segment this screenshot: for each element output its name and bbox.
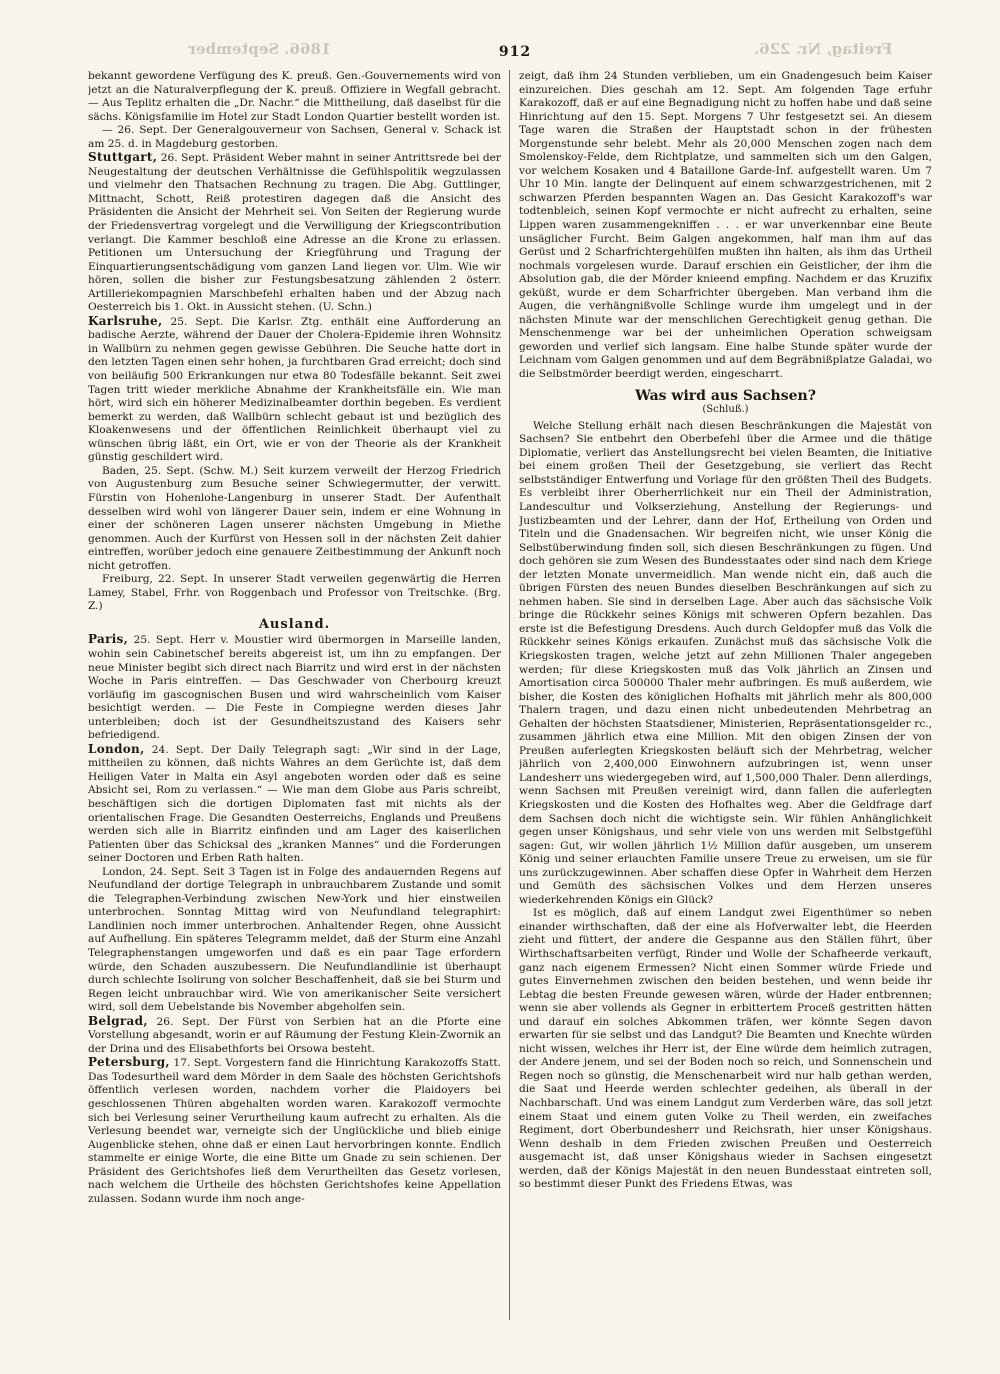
paragraph-sachsen-1: Welche Stellung erhält nach diesen Beschränkungen die Majestät von Sachsen? Sie entbehrt den Oberbefehl über die Armee und die thätige Diplomatie, verliert das Anstellungsrecht bei vielen Beamten, die Initiative bei einem großen Theil der Gesetzgebung, sie verliert das Recht selbstständiger Entwerfung und Vorlage für den größten Theil des Budgets. Es verbleibt ihrer Oberherrlichkeit nur ein Theil der Administration, Landescultur und Volkserziehung, Anstellung der Regierungs- und Justizbeamten und der Lehrer, dann der Hof, Ertheilung von Orden und Titeln und die Gnadensachen. Wir begreifen nicht, wie unser König die Selbstüberwindung finden soll, sich diesen Beschränkungen zu fügen. Und doch gehören sie zum Wesen des Bundesstaates oder sind nach dem Kriege der letzten Monate unvermeidlich. Man wende nicht ein, daß auch die übrigen Fürsten des neuen Bundes dieselben Beschränkungen auf sich zu nehmen haben. Sie sind in derselben Lage. Aber auch das sächsische Volk bringe die Rückkehr seines Königs mit schweren Opfern bezahlen. Das erste ist die Befestigung Dresdens. Auch durch Geldopfer muß das Volk die Rückkehr seines Königs erkaufen. Zunächst muß das sächsische Volk die Kriegskosten tragen, welche jetzt auf zehn Millionen Thaler angegeben werden; für diese Kriegskosten muß das Volk jährlich an Zinsen und Amortisation circa 500000 Thaler mehr aufbringen. Es muß außerdem, wie bisher, die Kosten des königlichen Hofhalts mit jährlich mehr als 800,000 Thalern tragen, und dazu einen nicht unbedeutenden Mehrbetrag an Gehalten der höchsten Staatsdiener, Ministerien, Repräsentationsgelder rc., zusammen jährlich etwa eine Million. Mit den obigen Zinsen der von Preußen auferlegten Kriegskosten beläuft sich der Mehrbetrag, welcher jährlich von 2,400,000 Einwohnern aufzubringen ist, wenn unser Landesherr uns wiedergegeben wird, auf 1,500,000 Thaler. Denn allerdings, wenn Sachsen mit Preußen vereinigt wird, dann fallen die auferlegten Kriegskosten und die Kosten des Hofhaltes weg. Aber die Geldfrage darf dem Sachsen doch nicht die wichtigste sein. Wir fühlen Anhänglichkeit gegen unser Königshaus, und sehr viele von uns werden mit Selbstgefühl sagen: Gut, wir wollen jährlich 1½ Million dafür ausgeben, um unserem König und seiner erlauchten Familie unsere Treue zu erweisen, um sie für uns zurückzugewinnen. Aber schaffen diese Opfer in Wahrheit dem Herzen und Gemüth des sächsischen Volkes und dem Herzen unseres wiederkehrenden Königs ein Glück? [519, 419, 932, 906]
place-karlsruhe: Karlsruhe, [88, 313, 163, 328]
article-title-sachsen: Was wird aus Sachsen? [635, 387, 816, 404]
article-london-text: 24. Sept. Der Daily Telegraph sagt: „Wir sind in der Lage, mittheilen zu können, daß nichts Wahres an dem Gerüchte ist, daß dem Heiligen Vater in Malta ein Asyl angeboten worden oder daß es seine Absicht sei, Rom zu verlassen.“ — Wie man dem Globe aus Paris schreibt, beschäftigen sich die dortigen Diplomaten fast mit nichts als der orientalischen Frage. Die Gesandten Oesterreichs, Englands und Preußens werden sich alle in Biarritz einfinden und am Lager des kaiserlichen Patienten über das Schicksal des „kranken Mannes“ und die Forderungen seiner Doctoren und Erben Rath halten. [88, 743, 501, 865]
place-belgrad: Belgrad, [88, 1013, 148, 1028]
place-london: London, [88, 741, 145, 756]
right-column [519, 70, 932, 1322]
place-petersburg: Petersburg, [88, 1055, 170, 1070]
article-paris [88, 633, 501, 742]
article-petersburg-continued: zeigt, daß ihm 24 Stunden verblieben, um ein Gnadengesuch beim Kaiser einzureichen. Dies geschah am 12. Sept. Am folgenden Tage erfuhr Karakozoff, daß er auf eine Begnadigung nicht zu hoffen habe und daß seine Hinrichtung auf den 15. Sept. Morgens 7 Uhr festgesetzt sei. An diesem Tage waren die Straßen der Hauptstadt schon in der frühesten Morgenstunde sehr belebt. Mehr als 20,000 Menschen zogen nach dem Smolenskoy-Felde, dem Richtplatze, und sammelten sich um den Galgen, vor welchem Kosaken und 4 Bataillone Garde-Inf. aufgestellt waren. Um 7 Uhr 10 Min. langte der Delinquent auf einem schwarzgestrichenen, mit 2 schwarzen Pferden bespannten Wagen an. Das Gesicht Karakozoff's war todtenbleich, seinen Kopf vermochte er nicht aufrecht zu erhalten, seine Lippen waren zusammengekniffen . . . er war unverkennbar eine Beute unsäglicher Furcht. Beim Galgen angekommen, half man ihm auf das Gerüst und 2 Scharfrichtergehülfen mußten ihn halten, als ihm das Urtheil nochmals vorgelesen wurde. Darauf erschien ein Geistlicher, der ihm die Absolution gab, die der Mörder knieend empfing. Nachdem er das Kruzifix geküßt, wurde er dem Scharfrichter übergeben. Man verband ihm die Augen, die verhängnißvolle Schlinge wurde ihm umgelegt und in der nächsten Minute war der menschlichen Gerechtigkeit genug gethan. Die Menschenmenge war bei der unheimlichen Operation schweigsam geworden und verlief sich langsam. Eine halbe Stunde später wurde der Leichnam vom Galgen genommen und auf dem Begräbnißplatze Galadai, wo die Selbstmörder beerdigt werden, eingescharrt. [519, 70, 932, 381]
paragraph-sachsen-2: Ist es möglich, daß auf einem Landgut zwei Eigenthümer so neben einander wirthschaften, daß der eine als Hofverwalter lebt, die Heerden zieht und füttert, der andere die Gespanne aus den Ställen führt, über Wirthschaftsarbeiten verfügt, Rinder und Wolle der Schafheerde verkauft, ganz nach eigenem Ermessen? Nicht einen Sommer würde Friede und gutes Einvernehmen zwischen den beiden bestehen, und wenn beide ihr Lebtag die besten Freunde gewesen wären, würde der Hader entbrennen; wenn sie aber vollends als Gegner in erbittertem Proceß gestritten hätten und darauf ein solches Abkommen träfen, wer könnte Segen davon erwarten für sie selbst und das Landgut? Die Beamten und Knechte würden nicht wissen, welches ihr Herr ist, der Eine würde dem heimlich zutragen, der Andere jenem, und sei der Boden noch so reich, und Sonnenschein und Regen noch so günstig, die Menschenarbeit wird nur halb gethan werden, die Saat und Heerde werden schlechter gedeihen, als überall in der Nachbarschaft. Und was einem Landgut zum Verderben wäre, das soll jetzt einem Staat und einem guten Volke zu Theil werden, ein zweifaches Regiment, dort Oberbundesherr und Reichsrath, hier unser Königshaus. Wenn deshalb in dem Frieden zwischen Preußen und Oesterreich ausgemacht ist, daß unser Königshaus wieder in Sachsen eingesetzt werden, daß der Königs Majestät in den neuen Bundesstaat eintreten soll, so bestimmt dieser Punkt des Friedens Etwas, was [519, 907, 932, 1191]
place-stuttgart: Stuttgart, [88, 150, 158, 165]
bleed-through-text-right: Freitag, Nr. 226. [753, 40, 892, 58]
article-baden: Baden, 25. Sept. (Schw. M.) Seit kurzem verweilt der Herzog Friedrich von Augustenburg zum Besuche seiner Schwiegermutter, der verwitt. Fürstin von Hohenlohe-Langenburg in unserer Stadt. Der Aufenthalt desselben wird wohl von längerer Dauer sein, indem er eine Wohnung in einer der schöneren Lagen unserer nächsten Umgebung in Miethe genommen. Auch der Kurfürst von Hessen soll in der nächsten Zeit dahier eintreffen, worüber jedoch eine genauere Zeitbestimmung der Ankunft noch nicht getroffen. [88, 464, 501, 572]
article-freiburg: Freiburg, 22. Sept. In unserer Stadt verweilen gegenwärtig die Herren Lamey, Stabel, Frhr. von Roggenbach und Professor von Treitschke. (Brg. Z.) [88, 573, 501, 613]
article-stuttgart [88, 151, 501, 315]
article-subtitle: (Schluß.) [702, 404, 749, 416]
article-petersburg [88, 1056, 501, 1206]
article-belgrad [88, 1015, 501, 1057]
page-number: 912 [498, 44, 532, 60]
article-petersburg-text: 17. Sept. Vorgestern fand die Hinrichtung Karakozoffs Statt. Das Todesurtheil ward dem Mörder in dem Saale des höchsten Gerichtshofs öffentlich verlesen worden, nachdem vorher die Plaidoyers bei geschlossenen Thüren abgehalten worden waren. Karakozoff vermochte sich bei Verlesung seiner Verurtheilung kaum aufrecht zu erhalten. Als die Verlesung beendet war, verneigte sich der Unglückliche und blieb einige Augenblicke stehen, ohne daß er einen Laut hervorbringen konnte. Endlich stammelte er einige Worte, die eine Bitte um Gnade zu sein schienen. Der Präsident des Gerichtshofes ließ dem Verurtheilten das Gesetz vorlesen, nach welchem die Urtheile des höchsten Gerichtshofes keine Appellation zulassen. Sodann wurde ihm noch ange- [88, 1057, 501, 1205]
place-paris: Paris, [88, 632, 129, 647]
paragraph-verfuegung: bekannt gewordene Verfügung des K. preuß. Gen.-Gouvernements wird von jetzt an die Naturalverpflegung der K. preuß. Offiziere in Wegfall gebracht. — Aus Teplitz erhalten die „Dr. Nachr.“ die Mittheilung, daß daselbst für die sächs. Königsfamilie im Hotel zur Stadt London Quartier bestellt worden ist. [88, 70, 501, 123]
article-london [88, 743, 501, 866]
article-belgrad-text: 26. Sept. Der Fürst von Serbien hat an die Pforte eine Vorstellung abgesandt, worin er auf Räumung der Festung Klein-Zwornik an der Drina und des Elisabethforts bei Orsowa besteht. [88, 1015, 501, 1055]
article-london-telegraph: London, 24. Sept. Seit 3 Tagen ist in Folge des andauernden Regens auf Neufundland der dortige Telegraph in unbrauchbarem Zustande und somit die Telegraphen-Verbindung zwischen New-York und hier einstweilen unterbrochen. Sonntag Mittag wird von Neufundland telegraphirt: Landlinien noch immer unterbrochen. Anhaltender Regen, ohne Aussicht auf Aufhellung. Ein späteres Telegramm meldet, daß der Sturm eine Anzahl Telegraphenstangen umgeworfen und daß es ein paar Tage erfordern würde, den Schaden auszubessern. Die Neufundlandlinie ist überhaupt durch schlechte Isolirung von solcher Beschaffenheit, daß sie bei Sturm und Regen leicht unbrauchbar wird. Wie von amerikanischer Seite versichert wird, soll dem Uebelstande bis November abgeholfen sein. [88, 865, 501, 1014]
newspaper-page [88, 40, 942, 1340]
article-stuttgart-text: 26. Sept. Präsident Weber mahnt in seiner Antrittsrede bei der Neugestaltung der deutschen Verhältnisse die Gefühlspolitik wegzulassen und vielmehr den Thatsachen Rechnung zu tragen. Die Abg. Guttlinger, Mittnacht, Schott, Reiß protestiren dagegen daß die Ansicht des Präsidenten die Ansicht der Mehrheit sei. Von Seiten der Regierung wurde der Friedensvertrag vorgelegt und die Verwilligung der Kriegscontribution verlangt. Die Kammer beschloß eine Adresse an die Krone zu erlassen. Petitionen um Untersuchung der Kriegführung und Tragung der Einquartierungsentschädigung vom ganzen Land liegen vor. Ulm. Wie wir hören, sollen die bisher zur Festungsbesatzung zählenden 2 österr. Artilleriekompagnien Marschbefehl erhalten haben und der Abzug nach Oesterreich bis 1. Okt. in Aussicht stehen. (U. Schn.) [88, 152, 501, 314]
bleed-through-text-left: 1866. September [188, 40, 332, 58]
section-heading-ausland: Ausland. [258, 616, 331, 632]
article-paris-text: 25. Sept. Herr v. Moustier wird übermorgen in Marseille landen, wohin sein Cabinetschef bereits abgereist ist, um ihn zu empfangen. Der neue Minister begibt sich direct nach Biarritz und wird erst in der nächsten Woche in Paris eintreffen. — Das Geschwader von Cherbourg kreuzt vorläufig im gascognischen Busen und wird wahrscheinlich vom Kaiser besichtigt werden. — Die Feste in Compiegne werden dieses Jahr unterbleiben; doch ist der Gesundheitszustand des Kaisers sehr befriedigend. [88, 634, 501, 742]
article-karlsruhe-text: 25. Sept. Die Karlsr. Ztg. enthält eine Aufforderung an badische Aerzte, während der Dauer der Cholera-Epidemie ihren Wohnsitz in Wallbürn zu nehmen gegen gewisse Gebühren. Die Seuche hatte dort in den letzten Tagen einen sehr hohen, ja furchtbaren Grad erreicht; doch sind von beiläufig 500 Erkrankungen nur etwa 80 Todesfälle bekannt. Seit zwei Tagen tritt wieder merkliche Abnahme der Krankheitsfälle ein. Wie man hört, wird sich ein höherer Medizinalbeamter dorthin begeben. Es verdient bemerkt zu werden, daß Wallbürn schlecht gebaut ist und bezüglich des Kloakenwesens und der öffentlichen Reinlichkeit überhaupt viel zu wünschen übrig läßt, ein Ort, wie er von der Theorie als der Krankheit günstig geschildert wird. [88, 315, 501, 464]
paragraph-generalgouverneur: — 26. Sept. Der Generalgouverneur von Sachsen, General v. Schack ist am 25. d. in Magdeburg gestorben. [88, 124, 501, 150]
article-karlsruhe [88, 315, 501, 465]
column-divider [509, 70, 510, 1320]
left-column [88, 70, 501, 1322]
